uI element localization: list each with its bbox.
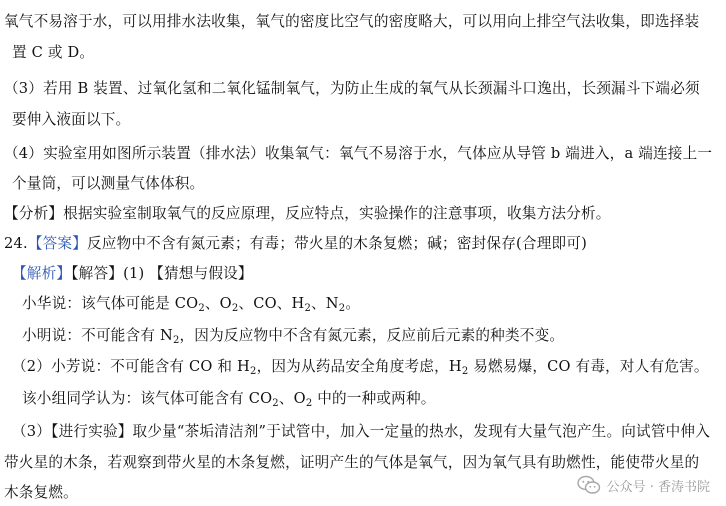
experiment-line-2: 带火星的木条，若观察到带火星的木条复燃，证明产生的气体是氧气，因为氧气具有助燃性，能使带火星的 <box>4 454 700 471</box>
paragraph-line-3: （3）若用 B 装置、过氧化氢和二氧化锰制氧气，为防止生成的氧气从长颈漏斗口逸出，长颈漏斗下端必须 <box>4 80 700 97</box>
explanation-tag: 【解析】 <box>12 265 72 282</box>
text-span: 、O <box>278 390 306 407</box>
text-span: 易燃易爆，CO 有毒，对人有危害。 <box>468 358 709 375</box>
explanation-header-text: 【解答】(1) 【猜想与假设】 <box>71 265 253 282</box>
xiaohua-line <box>22 294 360 314</box>
text-span: 该小组同学认为：该气体可能含有 CO <box>22 390 273 407</box>
watermark-text: 公众号 · 香涛书院 <box>606 479 710 495</box>
text-span: 、N <box>311 295 339 312</box>
question-number: 24. <box>4 235 28 252</box>
subscript: 2 <box>304 303 312 314</box>
text-span: 。 <box>345 295 361 312</box>
text-span: （2）小芳说：不可能含有 CO 和 H <box>12 358 250 375</box>
xiaofang-line <box>12 357 709 377</box>
paragraph-line-1: 氧气不易溶于水，可以用排水法收集，氧气的密度比空气的密度略大，可以用向上排空气法收集，即选择装 <box>4 13 700 30</box>
group-opinion-line <box>22 389 436 409</box>
text-span: ，因为从药品安全角度考虑，H <box>256 358 462 375</box>
subscript: 2 <box>231 303 239 314</box>
answer-text: 反应物中不含有氮元素；有毒；带火星的木条复燃；碱；密封保存(合理即可) <box>87 235 587 252</box>
paragraph-line-4: 要伸入液面以下。 <box>12 111 131 128</box>
subscript: 2 <box>305 398 313 409</box>
text-span: 小华说：该气体可能是 CO <box>22 295 199 312</box>
experiment-line-1: （3）【进行实验】取少量“茶垢清洁剂”于试管中，加入一定量的热水，发现有大量气泡产生。向试管中伸入 <box>12 423 711 440</box>
subscript: 2 <box>250 366 257 377</box>
analysis-line: 【分析】根据实验室制取氧气的反应原理，反应特点，实验操作的注意事项，收集方法分析。 <box>4 205 611 222</box>
text-span: ，因为反应物中不含有氮元素，反应前后元素的种类不变。 <box>179 327 565 344</box>
subscript: 2 <box>272 398 279 409</box>
text-span: 、O <box>204 295 232 312</box>
paragraph-line-6: 个量筒，可以测量气体体积。 <box>12 175 205 192</box>
experiment-line-3: 木条复燃。 <box>4 484 78 501</box>
explanation-header <box>12 264 253 284</box>
subscript: 2 <box>461 366 469 377</box>
answer-tag: 【答案】 <box>27 235 87 252</box>
subscript: 2 <box>172 335 180 346</box>
paragraph-line-2: 置 C 或 D。 <box>12 44 95 61</box>
text-span: 小明说：不可能含有 N <box>22 327 173 344</box>
wechat-icon <box>577 475 601 495</box>
subscript: 2 <box>338 303 346 314</box>
xiaoming-line <box>22 326 564 346</box>
subscript: 2 <box>198 303 205 314</box>
answer-line <box>4 234 587 254</box>
paragraph-line-5: （4）实验室用如图所示装置（排水法）收集氧气：氧气不易溶于水，气体应从导管 b 端进入，a 端连接上一 <box>4 145 713 162</box>
text-span: 、CO、H <box>238 295 305 312</box>
text-span: 中的一种或两种。 <box>312 390 436 407</box>
watermark <box>577 475 710 495</box>
